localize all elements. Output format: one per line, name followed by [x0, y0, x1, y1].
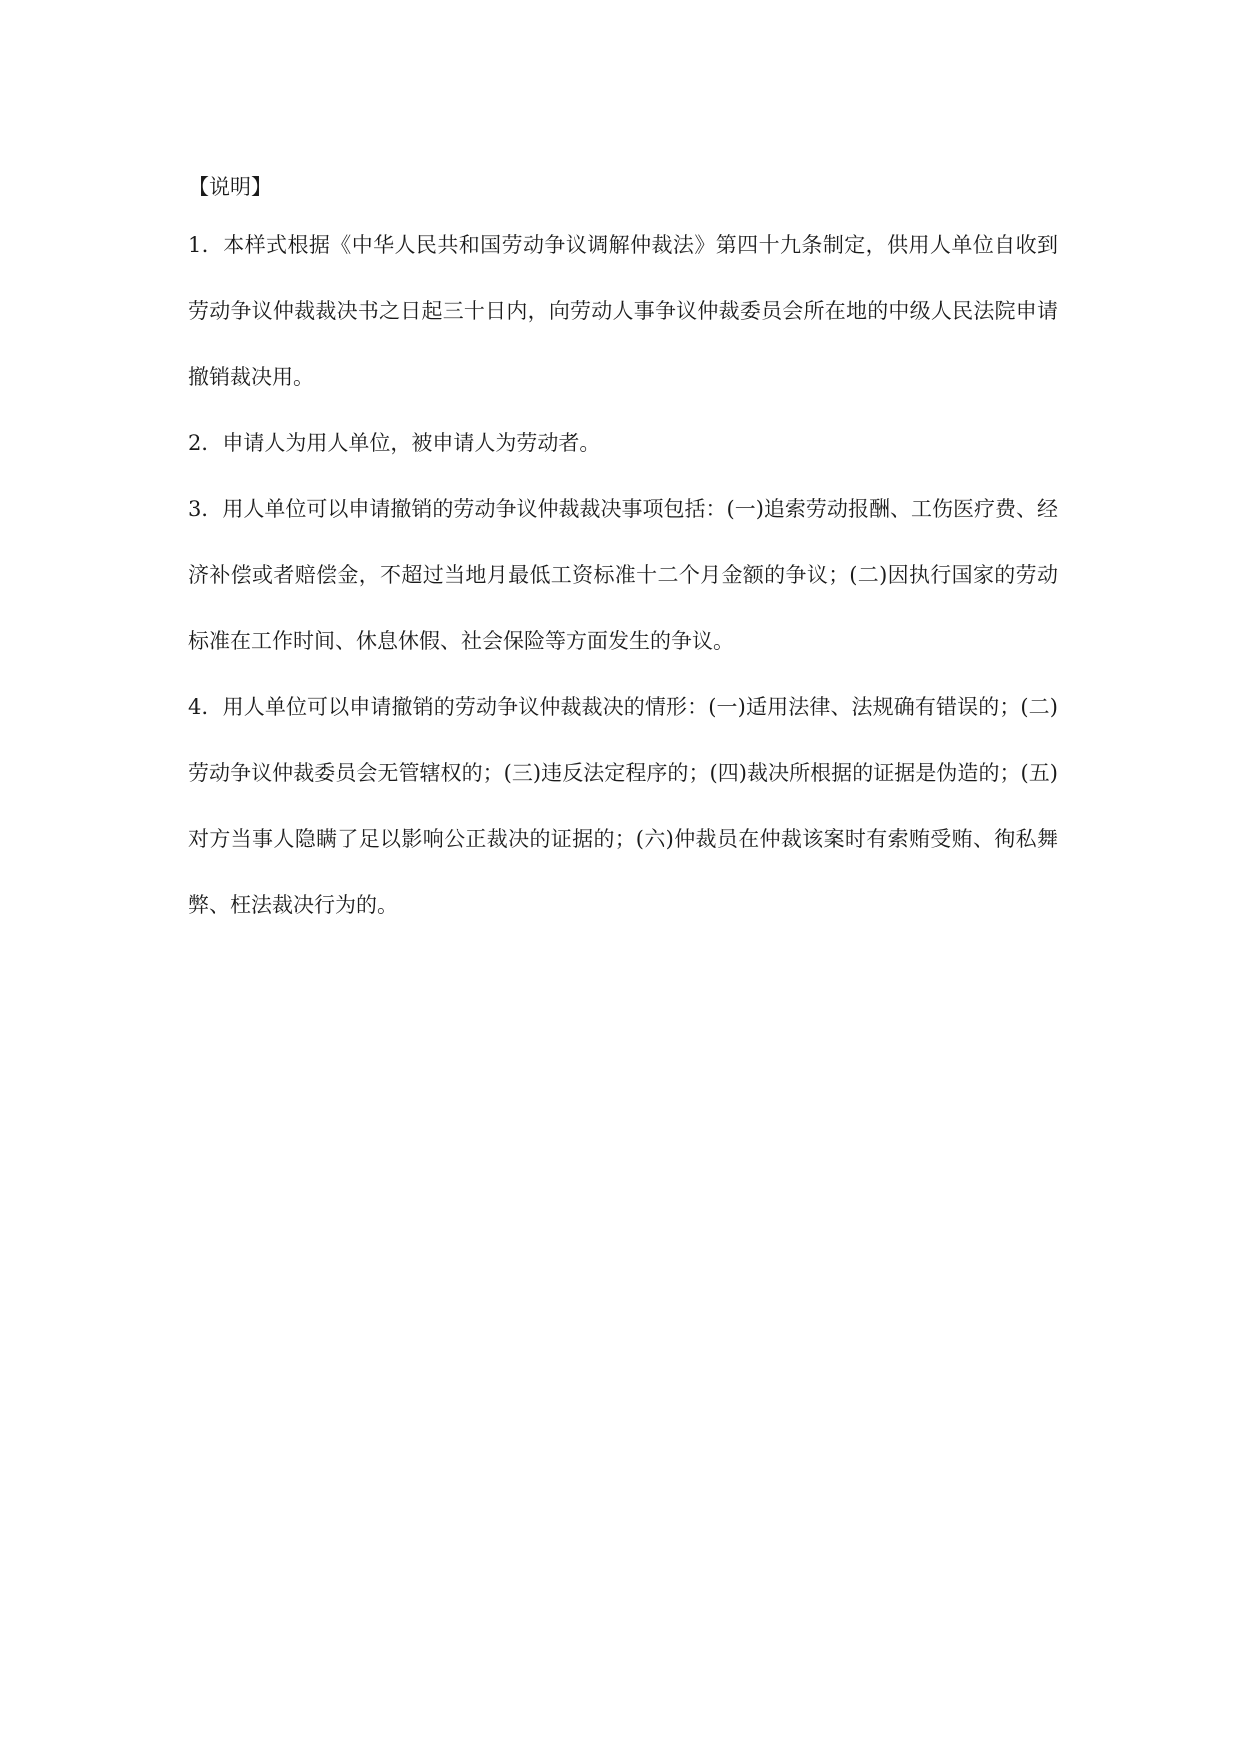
paragraph-1: 1．本样式根据《中华人民共和国劳动争议调解仲裁法》第四十九条制定，供用人单位自收到劳动争议仲裁裁决书之日起三十日内，向劳动人事争议仲裁委员会所在地的中级人民法院申请撤销裁决用。 — [188, 233, 1058, 389]
paragraph-4: 4．用人单位可以申请撤销的劳动争议仲裁裁决的情形：(一)适用法律、法规确有错误的；(二)劳动争议仲裁委员会无管辖权的；(三)违反法定程序的；(四)裁决所根据的证据是伪造的；(五)对方当事人隐瞒了足以影响公正裁决的证据的；(六)仲裁员在仲裁该案时有索贿受贿、徇私舞弊、枉法裁决行为的。 — [188, 695, 1058, 917]
paragraph-3: 3．用人单位可以申请撤销的劳动争议仲裁裁决事项包括：(一)追索劳动报酬、工伤医疗费、经济补偿或者赔偿金，不超过当地月最低工资标准十二个月金额的争议；(二)因执行国家的劳动标准在工作时间、休息休假、社会保险等方面发生的争议。 — [188, 497, 1058, 653]
section-heading: 【说明】 — [188, 175, 272, 199]
paragraph-2: 2．申请人为用人单位，被申请人为劳动者。 — [188, 431, 601, 455]
